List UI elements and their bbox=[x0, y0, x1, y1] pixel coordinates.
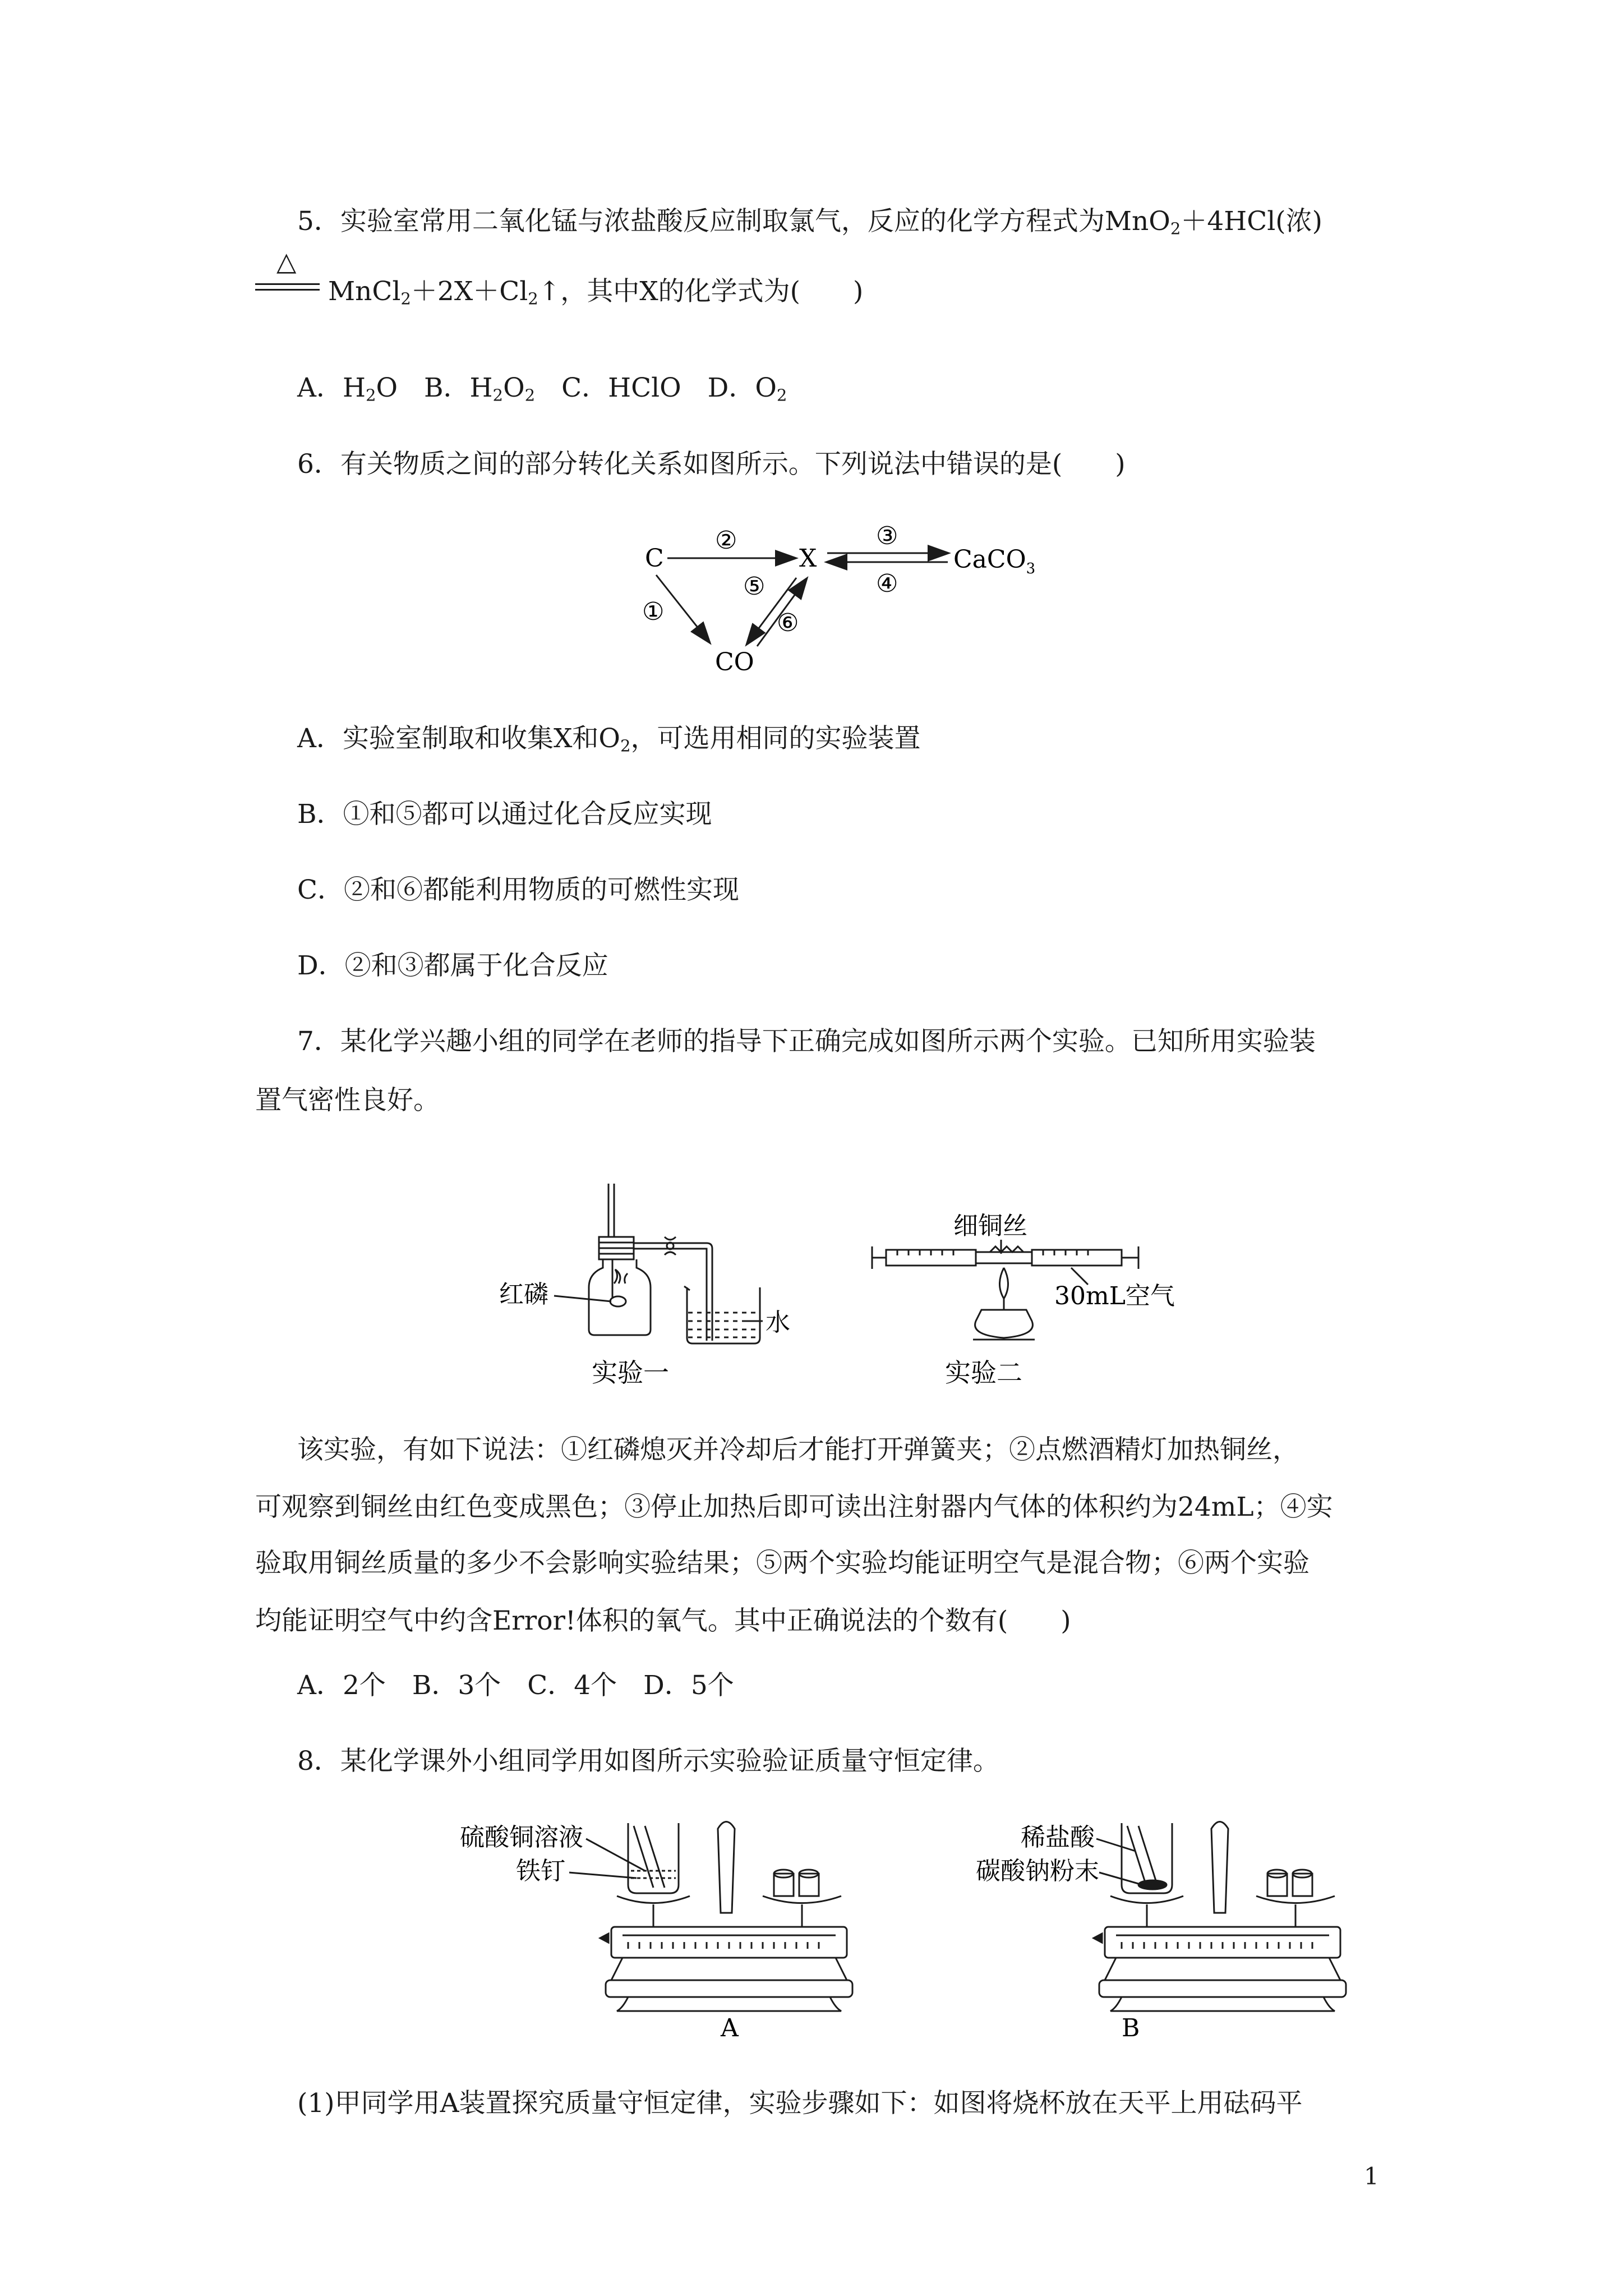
label-r3: ③ bbox=[876, 522, 898, 550]
q8-sub1: (1)甲同学用A装置探究质量守恒定律，实验步骤如下：如图将烧杯放在天平上用砝码平 bbox=[297, 2088, 1303, 2119]
label-r5: ⑤ bbox=[743, 572, 766, 601]
label-air: 30mL空气 bbox=[1054, 1282, 1175, 1310]
q6-option-c: C．②和⑥都能利用物质的可燃性实现 bbox=[297, 875, 739, 905]
label-water: 水 bbox=[766, 1308, 790, 1337]
node-caco3: CaCO$_3$ bbox=[953, 545, 1036, 577]
q5-stem-line2: $MnCl_2+2X+Cl_2↑$，其中X的化学式为( ) bbox=[328, 276, 864, 309]
q7-body-line3: 验取用铜丝质量的多少不会影响实验结果；⑤两个实验均能证明空气是混合物；⑥两个实验 bbox=[255, 1548, 1310, 1579]
label-cuso4: 硫酸铜溶液 bbox=[460, 1823, 583, 1852]
label-b: B bbox=[1122, 2014, 1140, 2042]
q5-options: A．$H_2O$ B．$H_2O_2$ C．HClO D．$O_2$ bbox=[297, 372, 787, 405]
q7-stem-line2: 置气密性良好。 bbox=[255, 1085, 440, 1116]
q6-option-b: B．①和⑤都可以通过化合反应实现 bbox=[297, 799, 712, 830]
q6-option-a: A．实验室制取和收集X和$O_2$，可选用相同的实验装置 bbox=[297, 723, 921, 756]
beaker-water bbox=[684, 1286, 763, 1343]
label-r1: ① bbox=[642, 597, 665, 626]
node-x: X bbox=[799, 544, 817, 573]
q6-option-d: D．②和③都属于化合反应 bbox=[297, 950, 608, 981]
balance-a bbox=[600, 1822, 852, 2012]
heat-equals-sign bbox=[255, 246, 320, 300]
bottle-apparatus bbox=[589, 1184, 712, 1341]
label-a: A bbox=[721, 2014, 739, 2042]
page-number: 1 bbox=[1364, 2162, 1379, 2190]
q7-options: A．2个 B．3个 C．4个 D．5个 bbox=[297, 1670, 734, 1701]
q7-body-line1: 该实验，有如下说法：①红磷熄灭并冷却后才能打开弹簧夹；②点燃酒精灯加热铜丝， bbox=[297, 1434, 1299, 1465]
label-hcl: 稀盐酸 bbox=[1021, 1823, 1095, 1852]
label-copper-wire: 细铜丝 bbox=[953, 1212, 1027, 1240]
q8-stem: 8．某化学课外小组同学用如图所示实验验证质量守恒定律。 bbox=[297, 1746, 999, 1777]
q6-stem: 6．有关物质之间的部分转化关系如图所示。下列说法中错误的是( ) bbox=[297, 449, 1126, 480]
label-r6: ⑥ bbox=[777, 609, 799, 637]
q7-body-line4: 均能证明空气中约含Error!体积的氧气。其中正确说法的个数有( ) bbox=[255, 1605, 1071, 1636]
label-nail: 铁钉 bbox=[516, 1857, 565, 1885]
q7-stem-line1: 7．某化学兴趣小组的同学在老师的指导下正确完成如图所示两个实验。已知所用实验装 bbox=[297, 1026, 1316, 1057]
label-exp1: 实验一 bbox=[592, 1358, 669, 1388]
label-red-phosphorus: 红磷 bbox=[499, 1280, 548, 1309]
node-co: CO bbox=[715, 648, 754, 677]
q8-balance-figure bbox=[460, 1812, 1525, 2047]
heat-symbol: △ bbox=[276, 246, 297, 277]
label-exp2: 实验二 bbox=[945, 1358, 1022, 1388]
node-c: C bbox=[645, 544, 664, 573]
q7-apparatus-figure bbox=[499, 1184, 1228, 1397]
q5-stem-line1: 5．实验室常用二氧化锰与浓盐酸反应制取氯气，反应的化学方程式为MnO$_2$＋4HCl(浓) bbox=[297, 206, 1322, 238]
label-r2: ② bbox=[715, 526, 737, 555]
label-na2co3: 碳酸钠粉末 bbox=[976, 1857, 1099, 1885]
label-r4: ④ bbox=[876, 569, 898, 598]
q7-body-line2: 可观察到铜丝由红色变成黑色；③停止加热后即可读出注射器内气体的体积约为24mL；④实 bbox=[255, 1492, 1333, 1522]
q6-conversion-diagram bbox=[617, 516, 1077, 701]
